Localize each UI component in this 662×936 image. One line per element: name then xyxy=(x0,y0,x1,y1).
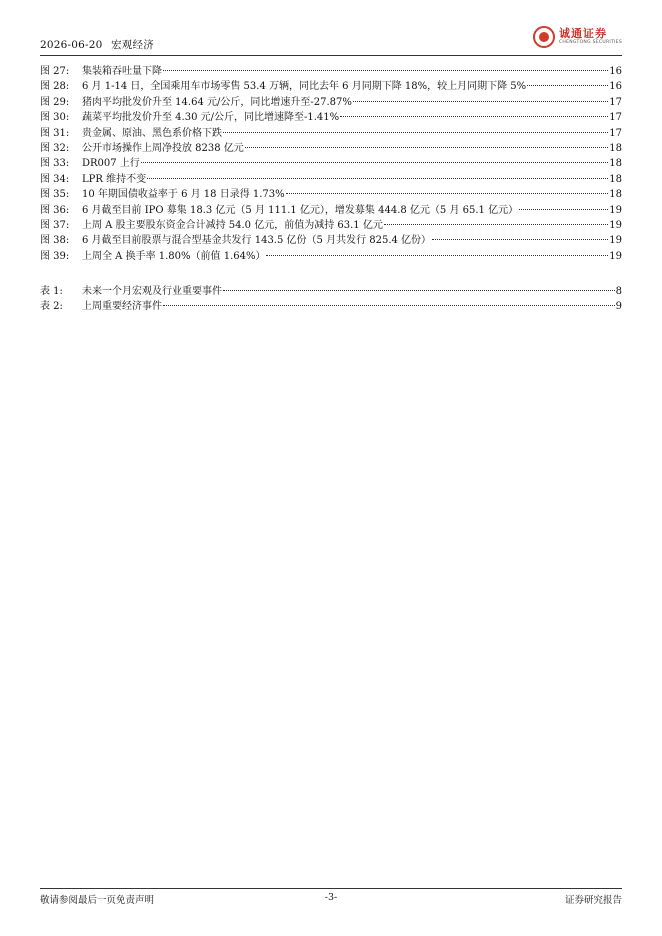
toc-figure-entry[interactable] xyxy=(40,93,622,108)
figure-list xyxy=(40,62,622,262)
toc-figure-entry-number: 图 36: xyxy=(40,204,70,216)
leader-dots xyxy=(223,290,615,291)
toc-table-entry-page: 8 xyxy=(615,286,622,298)
disclaimer-note: 敬请参阅最后一页免责声明 xyxy=(40,895,155,906)
toc-figure-entry-page: 17 xyxy=(609,112,622,124)
toc-figure-entry[interactable] xyxy=(40,62,622,77)
toc-figure-entry[interactable] xyxy=(40,77,622,92)
toc-table-entry-page: 9 xyxy=(615,301,622,313)
page-footer xyxy=(40,892,622,906)
header-divider xyxy=(40,55,622,56)
toc-table-entry-title: 未来一个月宏观及行业重要事件 xyxy=(82,286,222,298)
table-list xyxy=(40,282,622,313)
toc-figure-entry-title: 上周 A 股主要股东资金合计减持 54.0 亿元，前值为减持 63.1 亿元 xyxy=(82,219,383,231)
toc-figure-entry-title: 10 年期国债收益率于 6 月 18 日录得 1.73% xyxy=(82,189,285,201)
toc-figure-entry-number: 图 29: xyxy=(40,96,70,108)
page-header xyxy=(40,26,622,54)
toc-figure-entry-page: 16 xyxy=(609,81,622,93)
toc-figure-entry[interactable] xyxy=(40,108,622,123)
section-gap xyxy=(40,262,622,282)
toc-table-entry-number: 表 1: xyxy=(40,286,63,298)
toc-figure-entry-number: 图 38: xyxy=(40,235,70,247)
leader-dots xyxy=(223,132,608,133)
toc-figure-entry-number: 图 37: xyxy=(40,219,70,231)
page-number: -3- xyxy=(324,892,338,903)
leader-dots xyxy=(163,70,608,71)
toc-figure-entry-title: 蔬菜平均批发价升至 4.30 元/公斤，同比增速降至-1.41% xyxy=(82,112,340,124)
toc-table-entry[interactable] xyxy=(40,297,622,312)
leader-dots xyxy=(432,239,608,240)
report-type: 证券研究报告 xyxy=(564,895,622,906)
toc-figure-entry-title: 6 月截至目前 IPO 募集 18.3 亿元（5 月 111.1 亿元），增发募集 444.8 亿元（5 月 65.1 亿元） xyxy=(82,204,519,216)
toc-figure-entry-title: LPR 维持不变 xyxy=(82,173,147,185)
toc-figure-entry-title: DR007 上行 xyxy=(82,158,140,170)
chengtong-logo-icon xyxy=(533,26,555,48)
toc-figure-entry-number: 图 27: xyxy=(40,66,70,77)
toc-figure-entry-title: 6 月 1-14 日，全国乘用车市场零售 53.4 万辆，同比去年 6 月同期下降 18%，较上月同期下降 5% xyxy=(82,81,527,93)
leader-dots xyxy=(353,101,608,102)
footer-divider xyxy=(40,888,622,889)
toc-figure-entry-page: 18 xyxy=(609,158,622,170)
toc-figure-entry-number: 图 31: xyxy=(40,127,70,139)
toc-figure-entry-page: 19 xyxy=(609,235,622,247)
report-category: 宏观经济 xyxy=(111,39,154,51)
report-date: 2026-06-20 xyxy=(40,39,103,51)
toc-figure-entry[interactable] xyxy=(40,247,622,262)
leader-dots xyxy=(519,209,608,210)
logo-name-cn: 诚通证券 xyxy=(558,27,607,41)
leader-dots xyxy=(286,193,609,194)
toc-figure-entry-number: 图 39: xyxy=(40,250,70,262)
toc-figure-entry-title: 猪肉平均批发价升至 14.64 元/公斤，同比增速升至-27.87% xyxy=(82,96,352,108)
toc-figure-entry-title: 6 月截至目前股票与混合型基金共发行 143.5 亿份（5 月共发行 825.4 亿份） xyxy=(82,235,432,247)
toc-figure-entry-page: 18 xyxy=(609,142,622,154)
toc-figure-entry[interactable] xyxy=(40,154,622,169)
toc-figure-entry-page: 19 xyxy=(609,250,622,262)
leader-dots xyxy=(141,162,608,163)
toc-figure-entry-page: 18 xyxy=(609,173,622,185)
toc-figure-entry-page: 16 xyxy=(609,66,622,77)
leader-dots xyxy=(245,147,608,148)
toc-figure-entry-number: 图 30: xyxy=(40,112,70,124)
toc-figure-entry[interactable] xyxy=(40,231,622,246)
leader-dots xyxy=(384,224,608,225)
logo-name-en: CHENGTONG SECURITIES xyxy=(558,40,622,46)
toc-figure-entry-page: 19 xyxy=(609,204,622,216)
leader-dots xyxy=(147,178,608,179)
toc-figure-entry-number: 图 33: xyxy=(40,158,70,170)
toc-figure-entry-title: 集装箱吞吐量下降 xyxy=(82,66,162,77)
toc-figure-entry[interactable] xyxy=(40,216,622,231)
toc-figure-entry-page: 17 xyxy=(609,96,622,108)
toc-table-entry[interactable] xyxy=(40,282,622,297)
leader-dots xyxy=(163,305,615,306)
toc-figure-entry[interactable] xyxy=(40,201,622,216)
toc-table-entry-number: 表 2: xyxy=(40,301,63,313)
toc-figure-entry[interactable] xyxy=(40,185,622,200)
toc-figure-entry-title: 公开市场操作上周净投放 8238 亿元 xyxy=(82,142,244,154)
toc-figure-entry-page: 17 xyxy=(609,127,622,139)
header-text xyxy=(40,37,159,52)
toc-figure-entry-number: 图 32: xyxy=(40,142,70,154)
leader-dots xyxy=(527,85,608,86)
toc-figure-entry-number: 图 34: xyxy=(40,173,70,185)
toc-table-entry-title: 上周重要经济事件 xyxy=(82,301,162,313)
toc-figure-entry-number: 图 35: xyxy=(40,189,70,201)
toc-figure-entry-number: 图 28: xyxy=(40,81,70,93)
toc-figure-entry[interactable] xyxy=(40,170,622,185)
table-of-contents xyxy=(40,62,622,313)
toc-figure-entry-page: 19 xyxy=(609,219,622,231)
toc-figure-entry-page: 18 xyxy=(609,189,622,201)
toc-figure-entry[interactable] xyxy=(40,139,622,154)
company-logo xyxy=(533,26,622,48)
leader-dots xyxy=(266,255,608,256)
toc-figure-entry-title: 贵金属、原油、黑色系价格下跌 xyxy=(82,127,222,139)
toc-figure-entry[interactable] xyxy=(40,124,622,139)
leader-dots xyxy=(340,116,608,117)
toc-figure-entry-title: 上周全 A 换手率 1.80%（前值 1.64%） xyxy=(82,250,266,262)
